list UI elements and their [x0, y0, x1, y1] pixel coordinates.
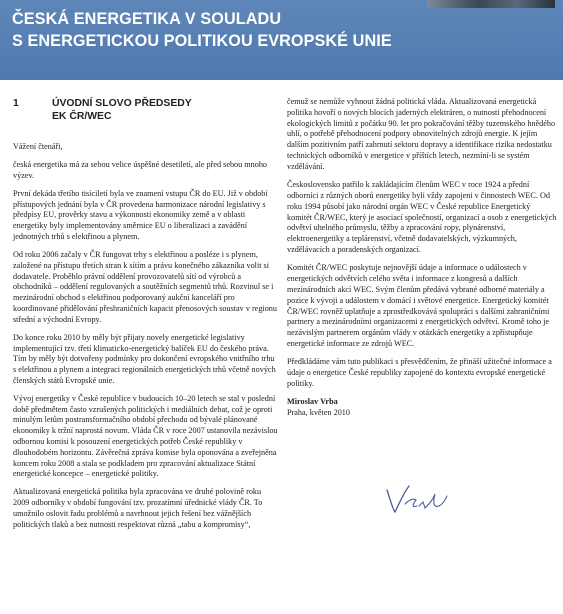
paragraph: Vývoj energetiky v České republice v budoucích 10–20 letech se stal v poslední době předmětem často vzrušených politických i mediálních debat, což je oproti minulým letům postransformačního období přechodu od bývalé plánované ekonomiky k tržní naprostá novum. Vláda ČR v roce 2007 ustanovila nezávislou odbornou komisi k posouzení energetických potřeb České republiky v dlouhodobém horizontu. Závěrečná zpráva komise byla oponována a zveřejněna koncem roku 2008 a stala se podkladem pro zpracování aktualizace Státní energetické koncepce – energetické politiky.	[13, 393, 278, 479]
document-title-line-2: S ENERGETICKOU POLITIKOU EVROPSKÉ UNIE	[12, 32, 392, 50]
right-text-column	[287, 97, 557, 419]
paragraph: Předkládáme vám tuto publikaci s přesvědčením, že přináší užitečné informace a údaje o energetice České republiky zapojené do kontextu evropské energetické politiky.	[287, 357, 552, 388]
header-photo-strip	[427, 0, 555, 8]
paragraph: Komitét ČR/WEC poskytuje nejnovější údaje a informace o událostech v energetických odvětvích celého světa i informace z kongresů a dalších mezinárodních akcí WEC. Svým členům předává vybrané odborné materiály a pozice k vývoji a událostem v domácí i světové energetice. Energetický komitét ČR/WEC rovněž uplatňuje a zprostředkovává spolupráci s dalšími zahraničními partnery a mezinárodními organizacemi z energetických odvětví. Kromě toho je nezávislým partnerem orgánům vlády v otázkách energetiky a zpřístupňuje energetické informace ze zdrojů WEC.	[287, 263, 550, 348]
signature-place-date: Praha, květen 2010	[287, 408, 350, 418]
section-title-line-2: EK ČR/WEC	[52, 111, 112, 122]
greeting: Vážení čtenáři,	[13, 142, 63, 151]
paragraph: Aktualizovaná energetická politika byla zpracována ve druhé polovině roku 2009 odborníky v období fungování tzv. prozatímní úřednické vlády ČR. To umožnilo oslovit řadu problémů a navrhnout jejich řešení bez vážnějších politických tlaků a bez nutnosti respektovat různá „tabu a kompromisy“,	[13, 487, 263, 529]
section-title-line-1: ÚVODNÍ SLOVO PŘEDSEDY	[52, 98, 192, 109]
signature-name: Miroslav Vrba	[287, 397, 338, 407]
paragraph: Do konce roku 2010 by měly být přijaty novely energetické legislativy implementující tzv. třetí klimaticko-energetický balíček EU do českého práva. Tím by měly být dotvořeny podmínky pro dokončení evropského vnitřního trhu s elektřinou a plynem a integraci regionálních energetických trhů včetně nových členských států Evropské unie.	[13, 332, 276, 385]
header-banner	[0, 0, 563, 80]
paragraph: První dekáda třetího tisíciletí byla ve znamení vstupu ČR do EU. Již v období přístupových jednání byla v ČR provedena harmonizace národní legislativy s předpisy EU, prověrky stavu a výkonnosti ekonomiky země a v oblasti energetiky byly implementovány směrnice EU o liberalizaci a zavádění jednotných trhů s elektřinou a plynem.	[13, 188, 268, 241]
paragraph: česká energetika má za sebou velice úspěšné desetiletí, ale před sebou mnoho výzev.	[13, 159, 268, 180]
handwritten-signature	[383, 482, 453, 518]
document-title	[12, 8, 392, 52]
signature-block	[287, 397, 557, 419]
paragraph: Od roku 2006 začaly v ČR fungovat trhy s elektřinou a posléze i s plynem, založené na přístupu třetích stran k sítím a právu konečného zákazníka volit si dodavatele. Proběhlo právní oddělení provozovatelů sítí od výrobců a obchodníků – oddělení regulovaných a soutěžních segmentů trhů. Rozvinul se i mezinárodní obchod s elektřinou podporovaný aukční kanceláří pro koordinované přidělování přeshraničních kapacit přenosových soustav v regionu střední a východní Evropy.	[13, 249, 277, 324]
paragraph: Československo patřilo k zakládajícím členům WEC v roce 1924 a přední odborníci z různých oborů energetiky byli vždy zapojeni v činnostech WEC. Od roku 1994 působí jako národní orgán WEC v České republice Energetický komitét ČR/WEC, který je asociací společností, organizací a osob z energetických odvětví uhelného průmyslu, těžby a zpracování ropy, plynárenství, elektroenergetiky a teplárenství, včetně dodavatelských, výzkumných, vzdělávacích a poradenských organizací.	[287, 180, 557, 254]
left-text-column	[13, 142, 278, 538]
section-number: 1	[13, 98, 19, 109]
paragraph: čemuž se nemůže vyhnout žádná politická vláda. Aktualizovaná energetická politika hovoří o nových blocích jaderných elektráren, o nutnosti přehodnocení ekologických limitů z počátku 90. let pro pokračování těžby tuzemského hnědého uhlí, o potřebě přehodnocení podpory obnovitelných zdrojů energie. K jejím dalším pozitivním patří zahrnutí sektoru dopravy a identifikace rizika nedostatku technických odborníků v energetice v příštích letech, nezmíní-li se systém vzdělávání.	[287, 97, 556, 171]
document-title-line-1: ČESKÁ ENERGETIKA V SOULADU	[12, 10, 282, 28]
